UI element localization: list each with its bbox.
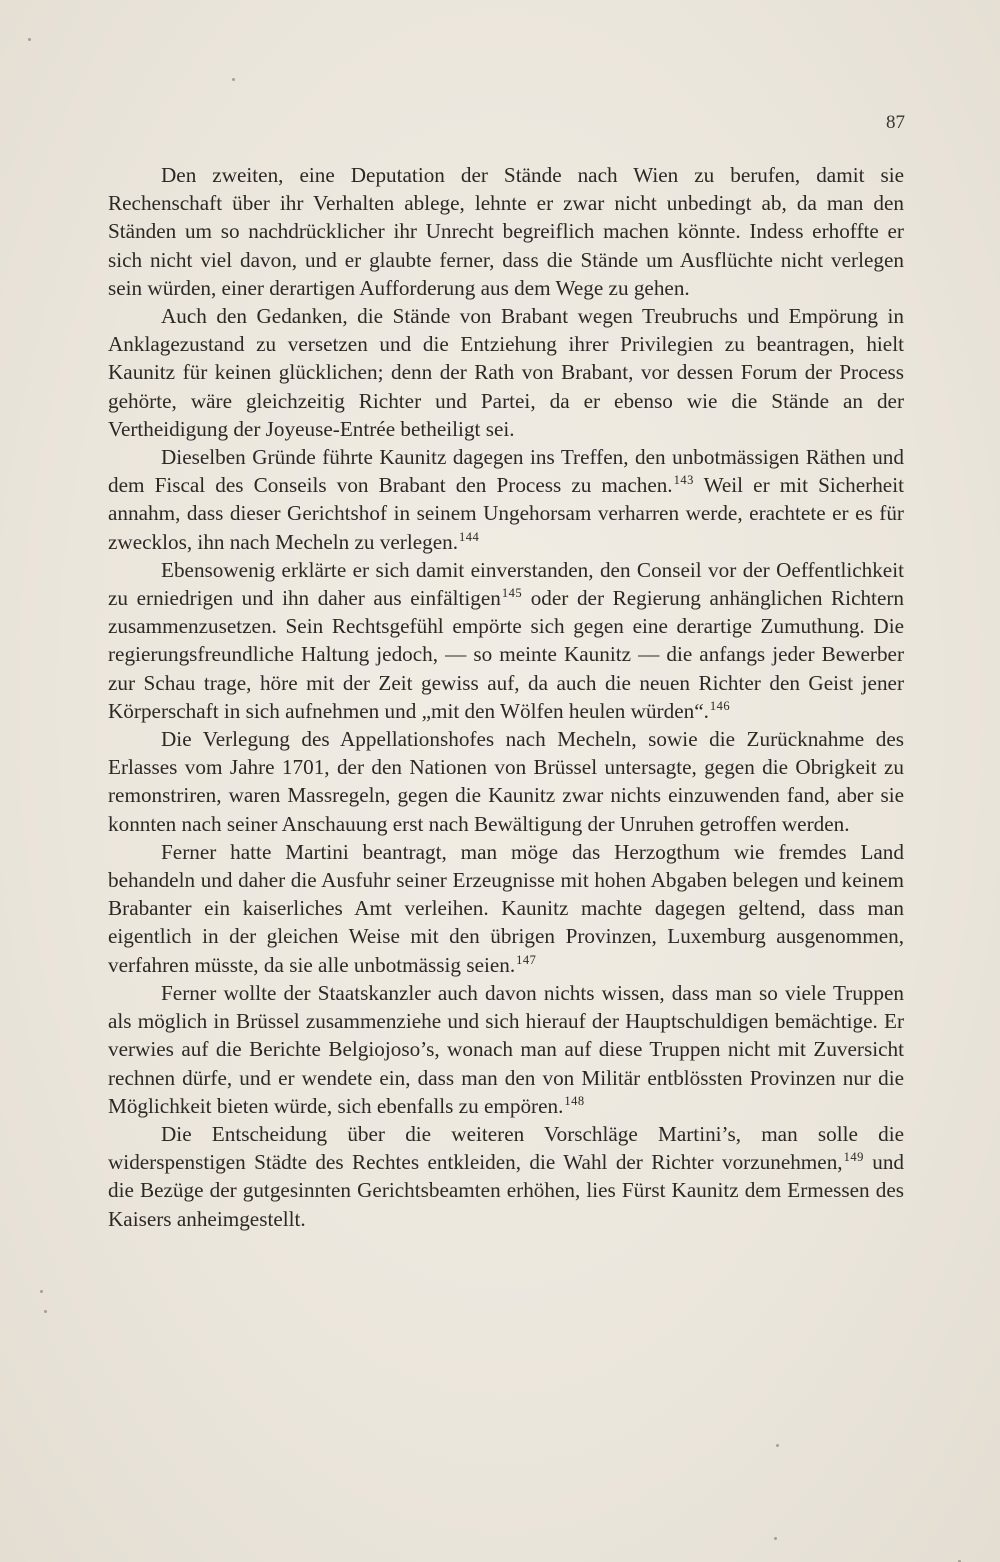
footnote-marker: 145: [501, 586, 523, 601]
paragraph-text: Die Entscheidung über die weiteren Vorschläge Martini’s, man solle die widerspenstigen Städte des Rechtes entkleiden, die Wahl der Richter vorzunehmen,: [108, 1121, 904, 1175]
scan-speck: [774, 1537, 777, 1540]
paragraph-text: Weil er mit Sicherheit annahm, dass dieser Gerichtshof in seinem Ungehorsam verharren werde, erachtete er es für zwecklos, ihn nach Mecheln zu verlegen.: [108, 473, 904, 554]
footnote-marker: 143: [673, 473, 694, 488]
scan-speck: [28, 38, 31, 41]
footnote-marker: 148: [564, 1093, 585, 1108]
paragraph-7: [108, 979, 904, 1120]
footnote-marker: 149: [843, 1150, 864, 1165]
paragraph-text: oder der Regierung anhänglichen Richtern zusammenzusetzen. Sein Rechtsgefühl empörte sich gegen eine derartige Zumuthung. Die regierungsfreundliche Haltung jedoch, — so meinte Kaunitz — die anfangs jeder Bewerber zur Schau trage, höre mit der Zeit gewiss auf, da auch die neuen Richter den Geist jener Körperschaft in sich aufnehmen und „mit den Wölfen heulen würden“.: [108, 586, 905, 723]
paragraph-text: Den zweiten, eine Deputation der Stände nach Wien zu berufen, damit sie Rechenschaft über ihr Verhalten ablege, lehnte er zwar nicht unbedingt ab, da man den Ständen um so nachdrücklicher ihr Unrecht begreiflich machen könnte. Indess erhoffte er sich nicht viel davon, und er glaubte ferner, dass die Stände um Ausflüchte nicht verlegen sein würden, einer derartigen Aufforderung aus dem Wege zu gehen.: [108, 163, 904, 300]
scan-speck: [232, 78, 235, 81]
paragraph-3: [108, 443, 904, 556]
paragraph-2: [108, 302, 904, 443]
paragraph-1: [108, 161, 904, 302]
body-text: [108, 161, 904, 1233]
paragraph-text: Die Verlegung des Appellationshofes nach Mecheln, sowie die Zurücknahme des Erlasses vom Jahre 1701, der den Nationen von Brüssel untersagte, gegen die Obrigkeit zu remonstriren, waren Massregeln, gegen die Kaunitz zwar nichts einzuwenden fand, aber sie konnten nach seiner Anschauung erst nach Bewältigung der Unruhen getroffen werden.: [108, 727, 904, 836]
scan-speck: [776, 1444, 779, 1447]
paragraph-text: Ferner hatte Martini beantragt, man möge das Herzogthum wie fremdes Land behandeln und daher die Ausfuhr seiner Erzeugnisse mit hohen Abgaben belegen und keinem Brabanter ein kaiserliches Amt verleihen. Kaunitz machte dagegen geltend, dass man eigentlich in der gleichen Weise mit den übrigen Provinzen, Luxemburg ausgenommen, verfahren müsste, da sie alle unbotmässig seien.: [108, 839, 904, 977]
paragraph-4: [108, 556, 904, 725]
paragraph-text: Dieselben Gründe führte Kaunitz dagegen ins Treffen, den unbotmässigen Räthen und dem Fiscal des Conseils von Brabant den Process zu machen.: [108, 445, 904, 498]
paragraph-8: [108, 1120, 904, 1233]
footnote-marker: 146: [709, 698, 731, 713]
scan-speck: [40, 1290, 43, 1293]
page-number: 87: [886, 112, 905, 133]
paragraph-text: Ebensowenig erklärte er sich damit einverstanden, den Conseil vor der Oeffentlichkeit zu erniedrigen und ihn daher aus einfältigen: [108, 557, 904, 611]
paragraph-text: und die Bezüge der gutgesinnten Gerichtsbeamten erhöhen, lies Fürst Kaunitz dem Ermessen des Kaisers anheimgestellt.: [108, 1150, 904, 1231]
paragraph-5: [108, 725, 904, 838]
paragraph-text: Auch den Gedanken, die Stände von Brabant wegen Treubruchs und Empörung in Anklagezustand zu versetzen und die Entziehung ihrer Privilegien zu beantragen, hielt Kaunitz für keinen glücklichen; denn der Rath von Brabant, vor dessen Forum der Process gehörte, wäre gleichzeitig Richter und Partei, da er ebenso wie die Stände an der Vertheidigung der Joyeuse-Entrée betheiligt sei.: [108, 304, 904, 441]
scan-speck: [44, 1310, 47, 1313]
footnote-marker: 144: [459, 529, 480, 544]
paragraph-6: [108, 838, 904, 979]
footnote-marker: 147: [516, 952, 537, 967]
paragraph-text: Ferner wollte der Staatskanzler auch davon nichts wissen, dass man so viele Truppen als möglich in Brüssel zusammenziehe und sich hierauf der Hauptschuldigen bemächtige. Er verwies auf die Berichte Belgiojoso’s, wonach man auf diese Truppen nicht mit Zuversicht rechnen dürfe, und er wendete ein, dass man den von Militär entblössten Provinzen nur die Möglichkeit bieten würde, sich ebenfalls zu empören.: [108, 980, 904, 1118]
